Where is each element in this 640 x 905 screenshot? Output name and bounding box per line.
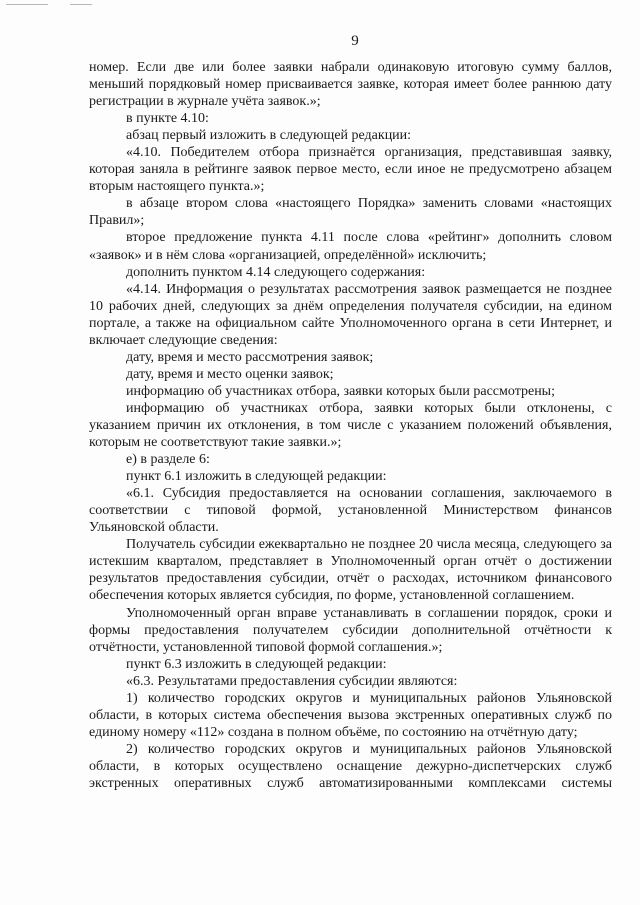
paragraph: информацию об участниках отбора, заявки которых были отклонены, с указанием причин их отклонения, в том числе с указанием положений объявления, которым не соответствуют такие заявки.»; xyxy=(89,400,612,451)
scan-artifact-line xyxy=(70,4,92,5)
paragraph: 1) количество городских округов и муниципальных районов Ульяновской области, в которых система обеспечения вызова экстренных оперативных служб по единому номеру «112» создана в полном объёме, по состоянию на отчётную дату; xyxy=(89,690,612,740)
paragraph: «4.14. Информация о результатах рассмотрения заявок размещается не позднее 10 рабочих дней, следующих за днём определения получателя субсидии, на едином портале, а также на официальном сайте Уполномоченного органа в сети Интернет, и включает следующие сведения: xyxy=(89,281,612,348)
paragraph: Получатель субсидии ежеквартально не позднее 20 числа месяца, следующего за истекшим кварталом, представляет в Уполномоченный орган отчёт о достижении результатов предоставления субсидии, отчёт о расходах, источником финансового обеспечения которых является субсидия, по форме, установленной соглашением. xyxy=(89,537,612,604)
paragraph: «6.1. Субсидия предоставляется на основании соглашения, заключаемого в соответствии с типовой формой, установленной Министерством финансов Ульяновской области. xyxy=(89,486,612,536)
paragraph: 2) количество городских округов и муниципальных районов Ульяновской области, в которых осуществлено оснащение дежурно-диспетчерских служб экстренных оперативных служб автоматизированными комплексами системы xyxy=(89,741,612,791)
paragraph: е) в разделе 6: xyxy=(126,452,210,468)
paragraph: информацию об участниках отбора, заявки которых были рассмотрены; xyxy=(126,383,555,399)
paragraph: дополнить пунктом 4.14 следующего содержания: xyxy=(126,264,426,280)
document-body xyxy=(89,59,612,792)
paragraph: пункт 6.3 изложить в следующей редакции: xyxy=(126,656,387,672)
page-number: 9 xyxy=(351,33,359,49)
paragraph: в пункте 4.10: xyxy=(126,111,209,127)
paragraph: Уполномоченный орган вправе устанавливать в соглашении порядок, сроки и формы предоставления получателем субсидии дополнительной отчётности к отчётности, установленной типовой формой соглашения.»; xyxy=(89,605,612,655)
scan-artifact-line xyxy=(6,4,48,5)
paragraph: второе предложение пункта 4.11 после слова «рейтинг» дополнить словом «заявок» и в нём слова «организацией, определённой» исключить; xyxy=(89,230,612,263)
paragraph: абзац первый изложить в следующей редакции: xyxy=(126,128,412,144)
paragraph: в абзаце втором слова «настоящего Порядка» заменить словами «настоящих Правил»; xyxy=(89,196,612,229)
paragraph: дату, время и место оценки заявок; xyxy=(126,366,334,382)
paragraph: пункт 6.1 изложить в следующей редакции: xyxy=(126,469,387,485)
paragraph: номер. Если две или более заявки набрали одинаковую итоговую сумму баллов, меньший порядковый номер присваивается заявке, которая имеет более раннюю дату регистрации в журнале учёта заявок.»; xyxy=(89,60,612,110)
paragraph: дату, время и место рассмотрения заявок; xyxy=(126,349,374,365)
paragraph: «6.3. Результатами предоставления субсидии являются: xyxy=(126,673,458,689)
paragraph: «4.10. Победителем отбора признаётся организация, представившая заявку, которая заняла в рейтинге заявок первое место, если иное не предусмотрено абзацем вторым настоящего пункта.»; xyxy=(89,145,612,195)
